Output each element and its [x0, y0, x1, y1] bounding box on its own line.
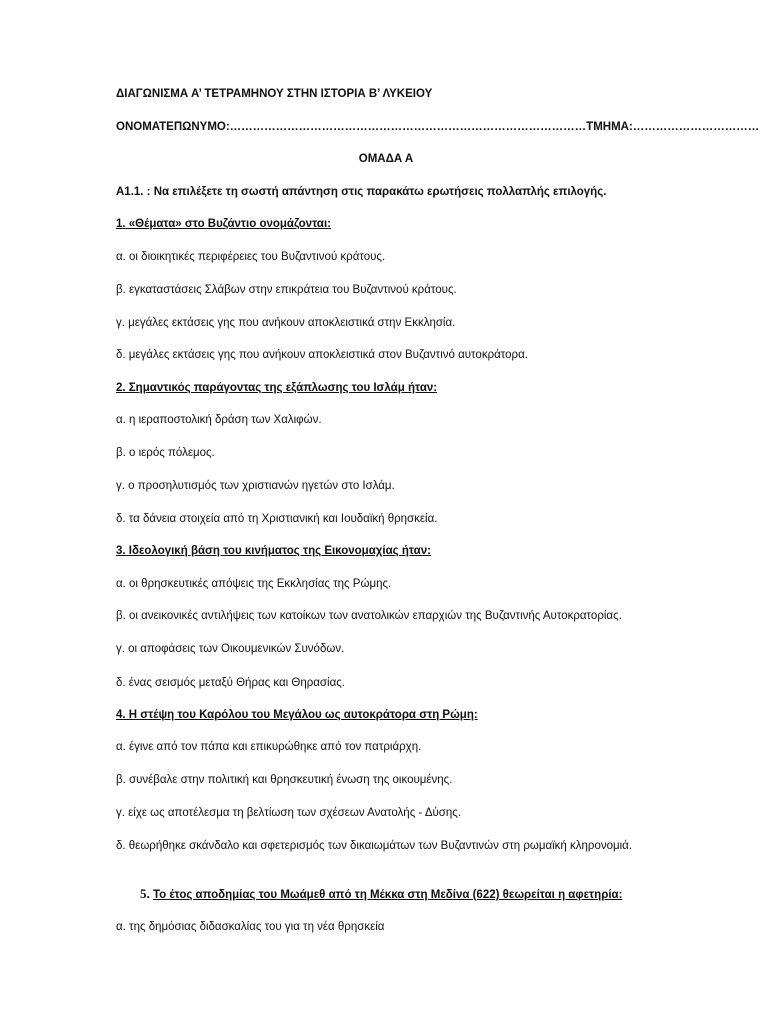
answer-option: β. συνέβαλε στην πολιτική και θρησκευτική ένωση της οικουμένης. [116, 774, 453, 786]
answer-option: γ. οι αποφάσεις των Οικουμενικών Συνόδων. [116, 643, 345, 655]
answer-option: α. οι διοικητικές περιφέρειες του Βυζαντινού κράτους. [116, 251, 386, 263]
question-title: 4. Η στέψη του Καρόλου του Μεγάλου ως αυτοκράτορα στη Ρώμη: [116, 709, 478, 721]
answer-option: β. ο ιερός πόλεμος. [116, 447, 215, 459]
answer-option: γ. είχε ως αποτέλεσμα τη βελτίωση των σχέσεων Ανατολής - Δύσης. [116, 807, 462, 819]
answer-option: α. της δημόσιας διδασκαλίας του για τη νέα θρησκεία [116, 921, 385, 933]
answer-option: β. οι ανεικονικές αντιλήψεις των κατοίκων των ανατολικών επαρχιών της Βυζαντινής Αυτοκρατορίας. [116, 610, 622, 622]
question-title: 1. «Θέματα» στο Βυζάντιο ονομάζονται: [116, 218, 331, 230]
question-title: Το έτος αποδημίας του Μωάμεθ από τη Μέκκα στη Μεδίνα (622) θεωρείται η αφετηρία: [152, 889, 623, 901]
group-heading: ΟΜΑΔΑ Α [358, 153, 414, 165]
answer-option: γ. ο προσηλυτισμός των χριστιανών ηγετών στο Ισλάμ. [116, 480, 395, 492]
answer-option: δ. τα δάνεια στοιχεία από τη Χριστιανική και Ιουδαϊκή θρησκεία. [116, 513, 438, 525]
question-number: 5. [140, 886, 150, 901]
answer-option: β. εγκαταστάσεις Σλάβων στην επικράτεια του Βυζαντινού κράτους. [116, 284, 457, 296]
answer-option: α. η ιεραποστολική δράση των Χαλιφών. [116, 414, 322, 426]
answer-option: γ. μεγάλες εκτάσεις γης που ανήκουν αποκλειστικά στην Εκκλησία. [116, 317, 456, 329]
answer-option: δ. θεωρήθηκε σκάνδαλο και σφετερισμός των δικαιωμάτων των Βυζαντινών στη ρωμαϊκή κληρονομιά. [116, 840, 633, 852]
answer-option: δ. ένας σεισμός μεταξύ Θήρας και Θηρασίας. [116, 677, 345, 689]
answer-option: α. έγινε από τον πάπα και επικυρώθηκε από τον πατριάρχη. [116, 741, 422, 753]
instruction-text: Α1.1. : Να επιλέξετε τη σωστή απάντηση στις παρακάτω ερωτήσεις πολλαπλής επιλογής. [116, 186, 607, 198]
answer-option: α. οι θρησκευτικές απόψεις της Εκκλησίας της Ρώμης. [116, 578, 392, 590]
question-title: 3. Ιδεολογική βάση του κινήματος της Εικονομαχίας ήταν: [116, 545, 431, 557]
document-title: ΔΙΑΓΩΝΙΣΜΑ Α’ ΤΕΤΡΑΜΗΝΟΥ ΣΤΗΝ ΙΣΤΟΡΙΑ Β’ ΛΥΚΕΙΟΥ [116, 88, 433, 100]
answer-option: δ. μεγάλες εκτάσεις γης που ανήκουν αποκλειστικά στον Βυζαντινό αυτοκράτορα. [116, 349, 528, 361]
question-title-row [140, 886, 622, 902]
question-title: 2. Σημαντικός παράγοντας της εξάπλωσης του Ισλάμ ήταν: [116, 382, 438, 394]
name-field-line: ΟΝΟΜΑΤΕΠΩΝΥΜΟ:…………………………………………………………………………………ΤΜΗΜΑ:…………………………… [116, 121, 760, 133]
